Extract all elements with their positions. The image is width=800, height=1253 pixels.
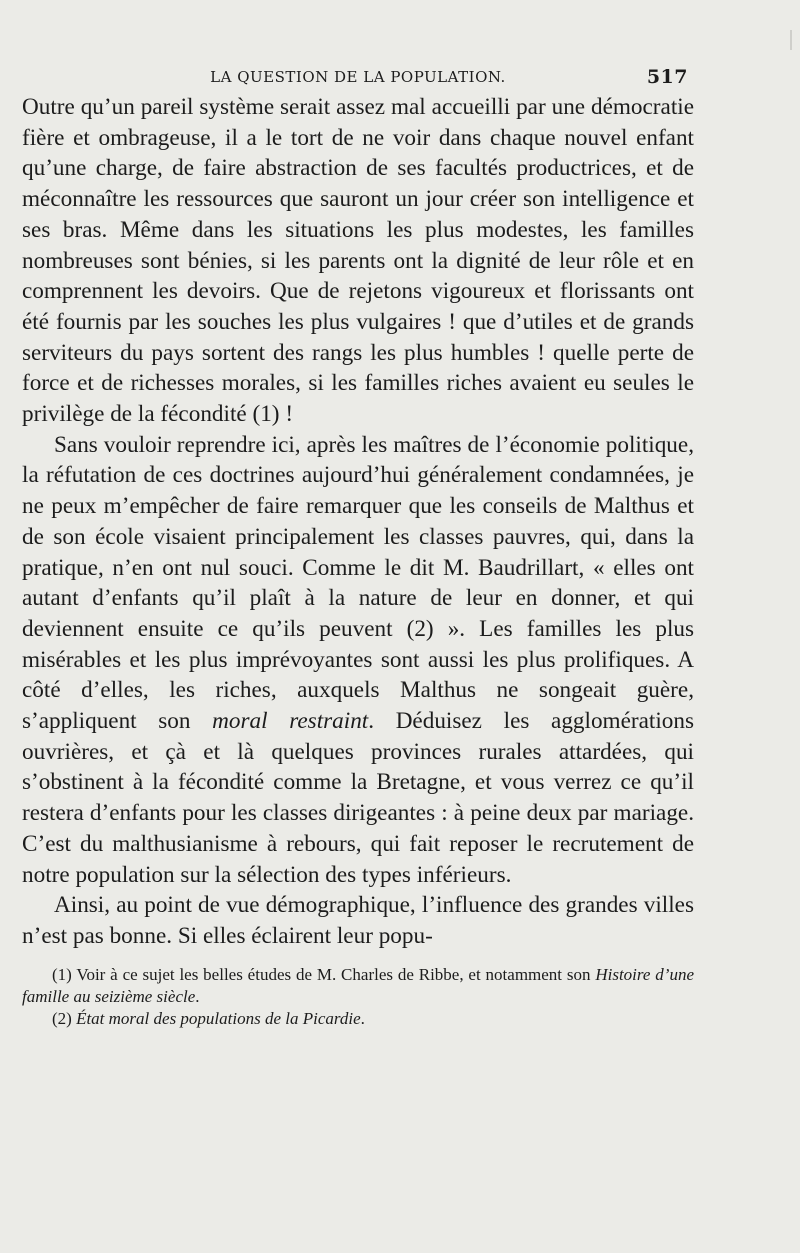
body-text	[22, 92, 694, 952]
footnote-text: (1) Voir à ce sujet les belles études de M. Charles de Ribbe, et notamment son	[52, 964, 596, 984]
paragraph-text: . Déduisez les agglomérations ouvrières, et çà et là quelques provinces rurales attardées, qui s’obstinent à la fécondité comme la Bretagne, et vous verrez ce qu’il restera d’enfants pour les classes dirigeantes : à peine deux par mariage. C’est du malthusianisme à rebours, qui fait reposer le recrutement de notre population sur la sélection des types inférieurs.	[22, 708, 694, 888]
paragraph-text: Outre qu’un pareil système serait assez mal accueilli par une démocratie fière et ombrageuse, il a le tort de ne voir dans chaque nouvel enfant qu’une charge, de faire abstraction de ses facultés productrices, et de méconnaître les ressources que sauront un jour créer son intelligence et ses bras. Même dans les situations les plus modestes, les familles nombreuses sont bénies, si les parents ont la dignité de leur rôle et en comprennent les devoirs. Que de rejetons vigoureux et florissants ont été fournis par les souches les plus vulgaires ! que d’utiles et de grands serviteurs du pays sortent des rangs les plus humbles ! quelle perte de force et de richesses morales, si les familles riches avaient eu seules le privilège de la fécondité (1) !	[22, 94, 694, 428]
italic-text: moral restraint	[212, 708, 369, 735]
page-number: 517	[646, 66, 688, 88]
footnote	[22, 964, 694, 1008]
footnote-italic-text: Histoire d’une famille au seizième siècle	[22, 964, 694, 1006]
paragraph-text: Sans vouloir reprendre ici, après les maîtres de l’économie politique, la réfutation de ces doctrines aujourd’hui généralement condamnées, je ne peux m’empêcher de faire remarquer que les conseils de Malthus et de son école visaient principalement les classes pauvres, qui, dans la pratique, n’en ont nul souci. Comme le dit M. Baudrillart, « elles ont autant d’enfants qu’il plaît à la nature de leur en donner, et qui deviennent ensuite ce qu’ils peuvent (2) ». Les familles les plus misérables et les plus imprévoyantes sont aussi les plus prolifiques. A côté d’elles, les riches, auxquels Malthus ne songeait guère, s’appliquent son	[22, 431, 694, 735]
footnote-text: .	[360, 1008, 365, 1028]
running-title: LA QUESTION DE LA POPULATION.	[210, 68, 506, 86]
footnote-text: .	[195, 986, 200, 1006]
footnote-italic-text: État moral des populations de la Picardie	[76, 1008, 361, 1028]
paragraph-text: Ainsi, au point de vue démographique, l’influence des grandes villes n’est pas bonne. Si elles éclairent leur popu-	[22, 892, 694, 949]
paragraph	[22, 890, 694, 951]
book-page	[22, 58, 694, 1030]
paragraph	[22, 92, 694, 430]
footnotes	[22, 964, 694, 1030]
footnote-text: (2)	[52, 1008, 77, 1028]
paragraph	[22, 430, 694, 891]
footnote	[22, 1008, 694, 1030]
page-edge-mark	[790, 30, 792, 50]
running-head	[22, 58, 694, 92]
